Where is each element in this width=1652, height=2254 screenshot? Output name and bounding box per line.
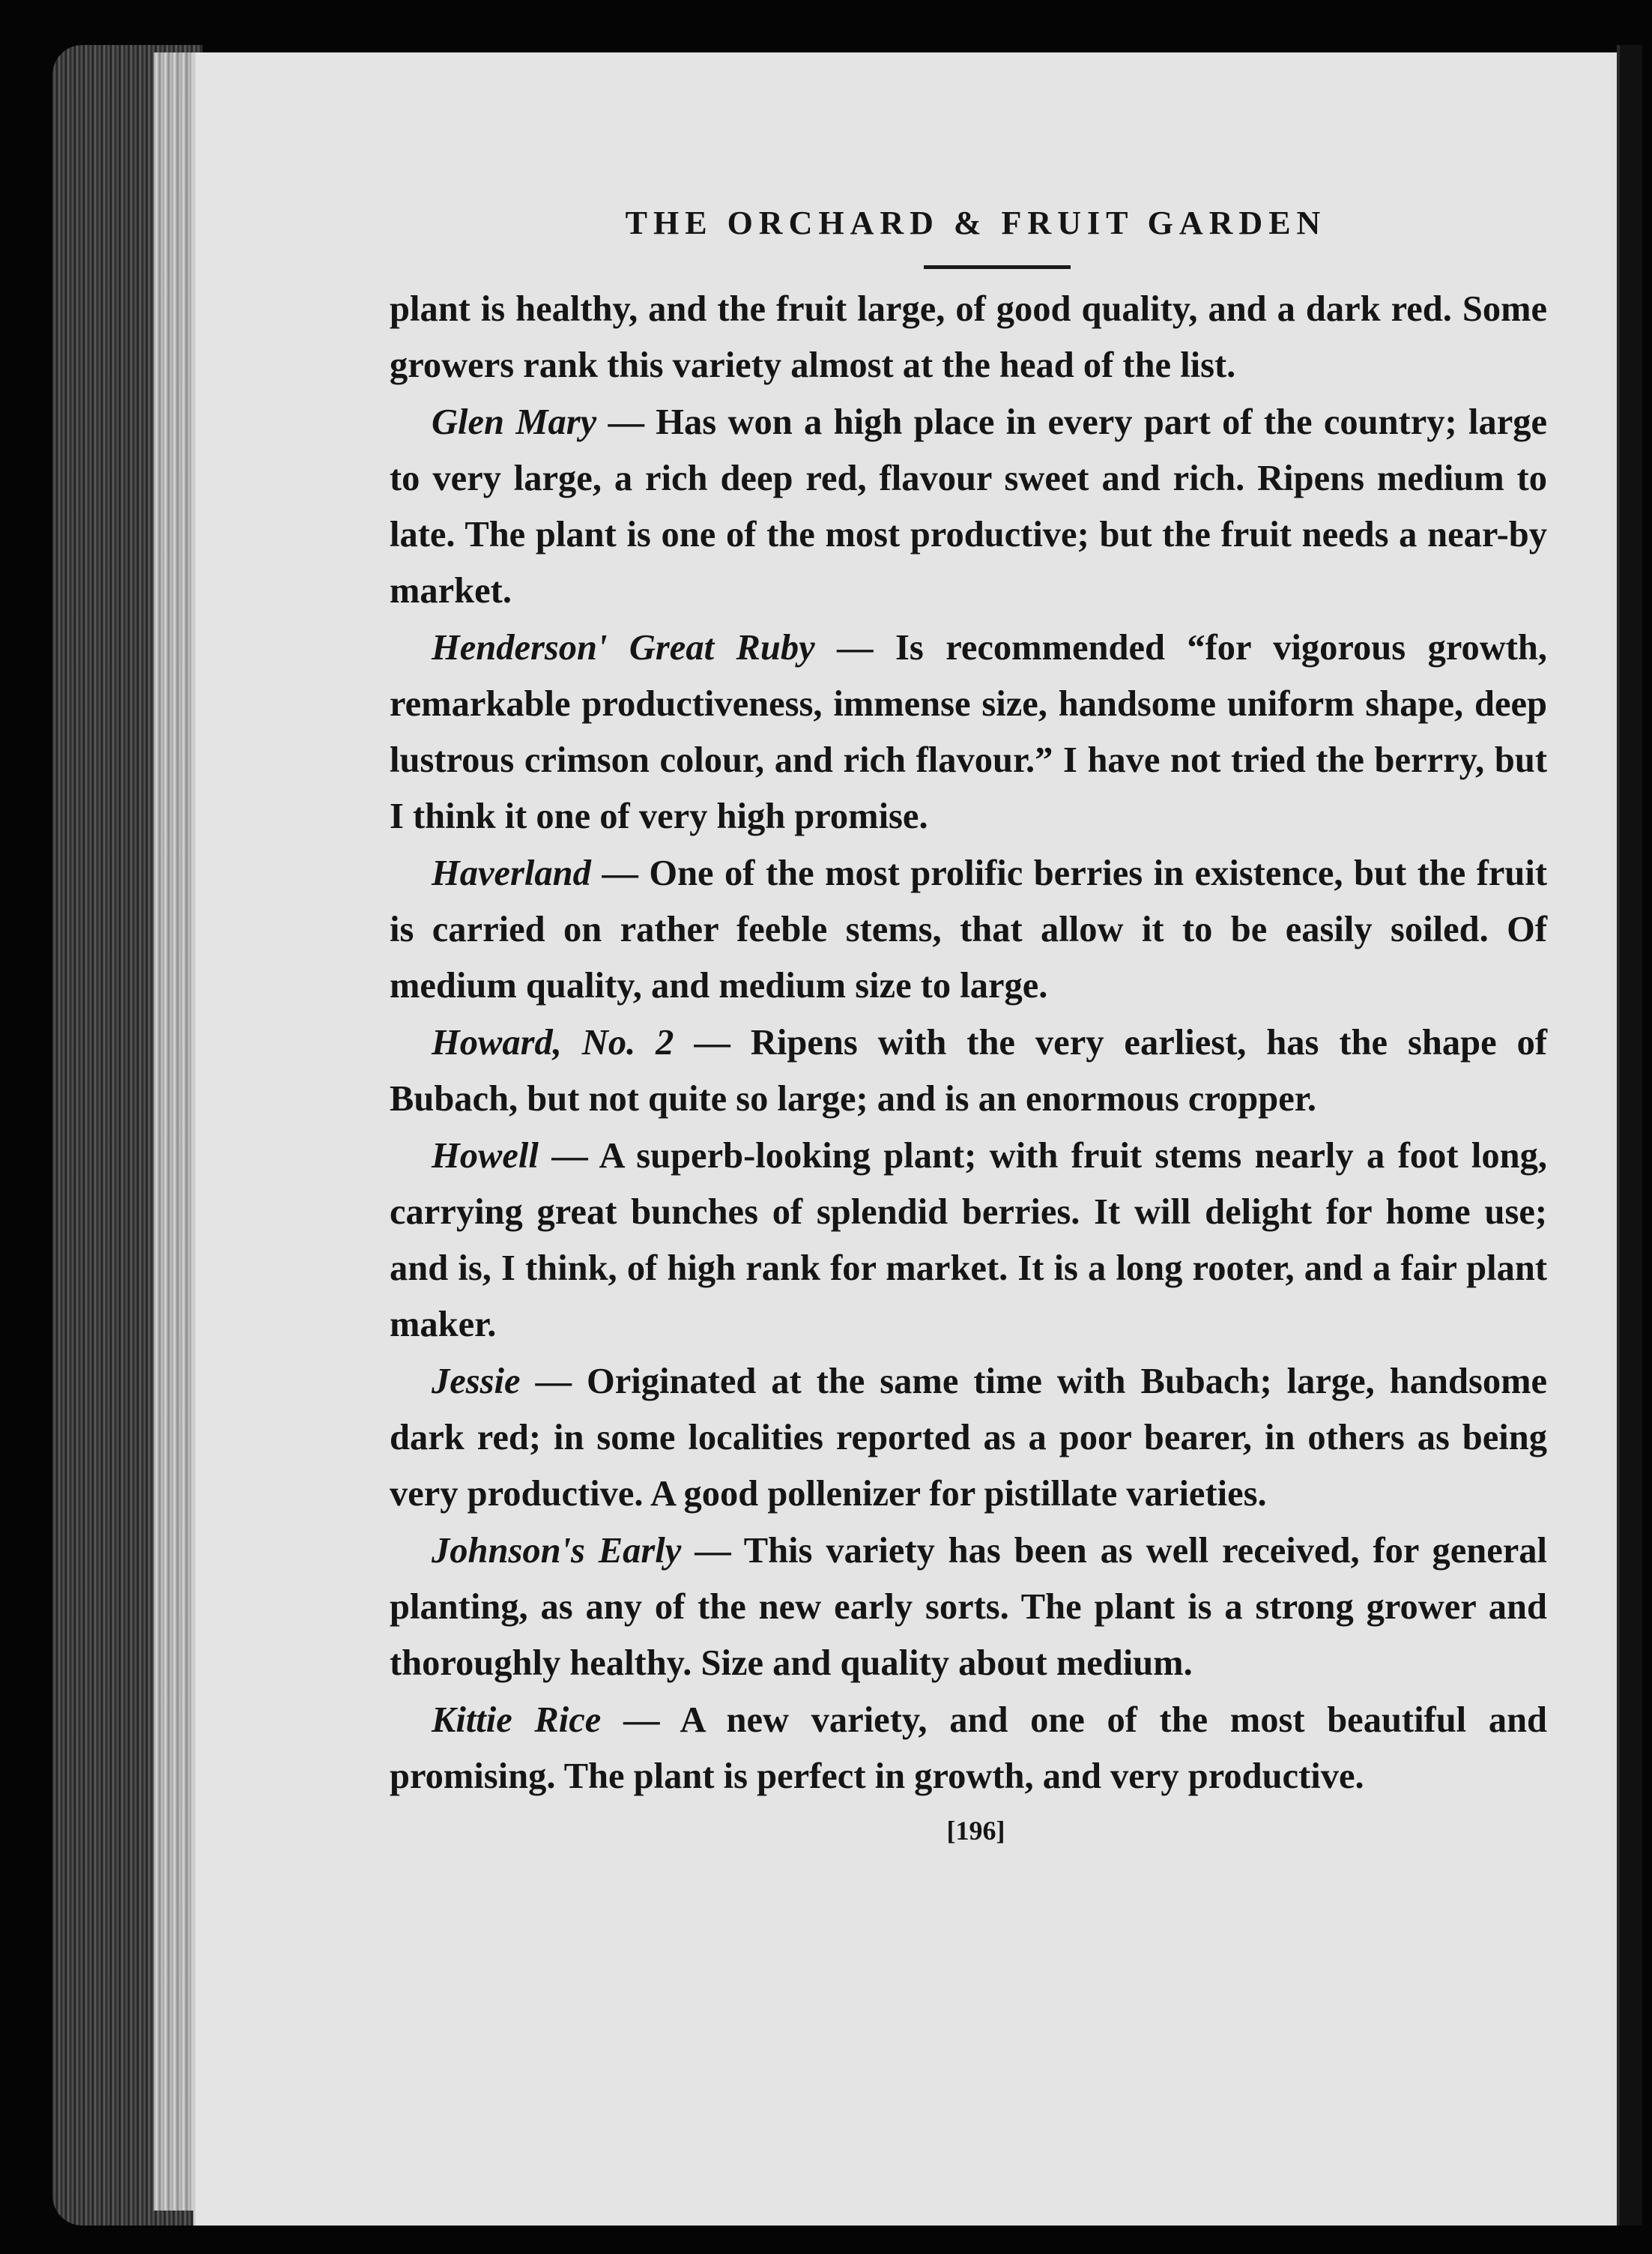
page-edge-stack bbox=[154, 52, 199, 2211]
variety-name: Johnson's Early bbox=[432, 1531, 682, 1571]
text-block bbox=[390, 201, 1547, 1846]
body-text bbox=[390, 281, 1547, 1804]
paragraph-text: plant is healthy, and the fruit large, of good quality, and a dark red. Some growers rank this variety almost at the head of the list. bbox=[390, 289, 1547, 385]
entry-dash: — bbox=[601, 1700, 680, 1740]
entry-howell bbox=[390, 1128, 1547, 1353]
variety-name: Howell bbox=[432, 1136, 539, 1176]
variety-name: Henderson' Great Ruby bbox=[432, 628, 815, 668]
paragraph-text: This variety has been as well received, for general planting, as any of the new early sorts. The plant is a strong grower and thoroughly healthy. Size and quality about medium. bbox=[390, 1531, 1548, 1683]
right-binding-edge bbox=[1617, 45, 1642, 2226]
variety-name: Howard, No. 2 bbox=[432, 1023, 674, 1063]
entry-henderson-great-ruby bbox=[390, 620, 1547, 845]
running-head: THE ORCHARD & FRUIT GARDEN bbox=[625, 205, 1327, 241]
variety-name: Glen Mary bbox=[432, 402, 597, 442]
variety-name: Kittie Rice bbox=[432, 1700, 602, 1740]
entry-dash: — bbox=[681, 1531, 744, 1571]
variety-name: Haverland bbox=[432, 853, 591, 893]
entry-dash: — bbox=[674, 1023, 751, 1063]
entry-dash: — bbox=[814, 628, 896, 668]
entry-haverland bbox=[390, 845, 1547, 1014]
paragraph-text: A superb-looking plant; with fruit stems nearly a foot long, carrying great bunches of splendid berries. It will delight for home use; and is, I think, of high rank for market. It is a long rooter, and a fair plant maker. bbox=[390, 1136, 1547, 1344]
entry-dash: — bbox=[596, 402, 656, 442]
paragraph-text: Originated at the same time with Bubach; large, handsome dark red; in some localities reported as a poor bearer, in others as being very productive. A good pollenizer for pistillate varieties. bbox=[390, 1362, 1548, 1514]
head-rule bbox=[924, 265, 1071, 269]
variety-name: Jessie bbox=[432, 1362, 521, 1401]
entry-dash: — bbox=[590, 853, 650, 893]
entry-howard-no-2 bbox=[390, 1015, 1547, 1127]
entry-dash: — bbox=[538, 1136, 599, 1176]
paragraph-text: Ripens with the very earliest, has the shape of Bubach, but not quite so large; and is an enormous cropper. bbox=[390, 1023, 1547, 1119]
paragraph-continuation bbox=[390, 281, 1547, 393]
entry-jessie bbox=[390, 1353, 1547, 1522]
paragraph-text: A new variety, and one of the most beautiful and promising. The plant is perfect in growth, and very productive. bbox=[390, 1700, 1548, 1796]
entry-glen-mary bbox=[390, 394, 1547, 619]
paragraph-text: Is recommended “for vigorous growth, remarkable productiveness, immense size, handsome uniform shape, deep lustrous crimson colour, and rich flavour.” I have not tried the berrry, but I think it one of very high promise. bbox=[390, 628, 1547, 836]
entry-kittie-rice bbox=[390, 1692, 1547, 1804]
entry-johnsons-early bbox=[390, 1523, 1547, 1691]
paragraph-text: One of the most prolific berries in existence, but the fruit is carried on rather feeble stems, that allow it to be easily soiled. Of medium quality, and medium size to large. bbox=[390, 853, 1547, 1006]
entry-dash: — bbox=[520, 1362, 587, 1401]
paragraph-text: Has won a high place in every part of the country; large to very large, a rich deep red, flavour sweet and rich. Ripens medium to late. The plant is one of the most productive; but the fruit needs a near-by market. bbox=[390, 402, 1547, 611]
page-number: [196] bbox=[946, 1816, 1005, 1846]
